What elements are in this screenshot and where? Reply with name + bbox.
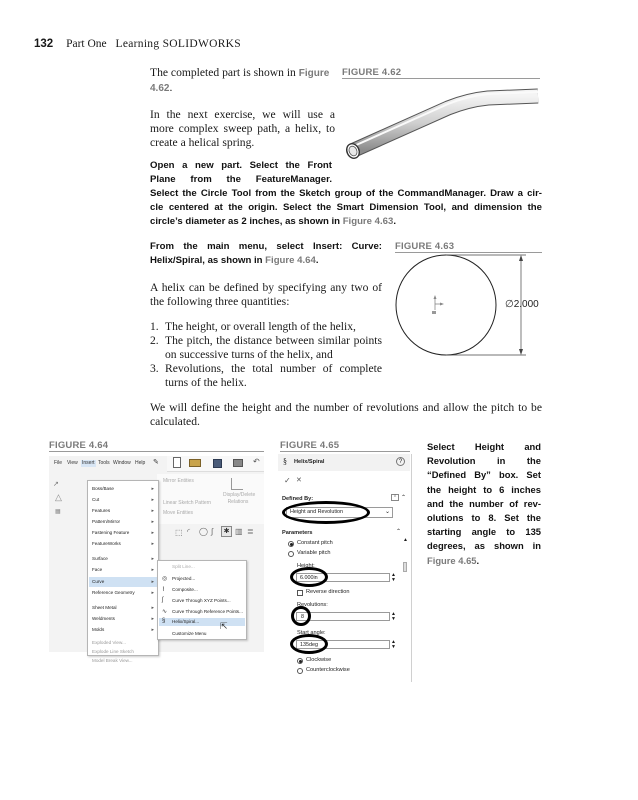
curve-submenu [157, 560, 247, 640]
highlight-defined-by [282, 501, 370, 524]
chevron-down-icon[interactable]: ⌄ [384, 509, 390, 515]
clockwise-label: Clockwise [306, 657, 332, 663]
undo-icon[interactable]: ↶ [253, 457, 260, 466]
reverse-direction-label: Reverse direction [306, 589, 350, 595]
figure-4-62-label: FIGURE 4.62 [342, 67, 402, 78]
triangle-icon[interactable]: △ [55, 492, 62, 502]
sketch-tool-icons [175, 526, 264, 540]
menu-view[interactable]: View [67, 460, 78, 466]
menu-item-molds[interactable]: Molds [92, 627, 105, 632]
ref-figure-4-63: Figure 4.63 [342, 216, 394, 227]
print-icon[interactable] [233, 459, 243, 467]
menu-item-explode-line-sketch[interactable]: Explode Line Sketch [92, 649, 134, 654]
defined-by-select[interactable]: Height and Revolution ⌄ [286, 507, 393, 518]
start-angle-label: Start angle: [297, 630, 326, 636]
menu-item-face[interactable]: Face [92, 567, 103, 572]
collapse-icon[interactable]: ^ [391, 494, 399, 501]
menu-item-sheet-metal[interactable]: Sheet Metal [92, 605, 117, 610]
running-header [34, 38, 241, 50]
start-angle-input[interactable]: 135deg [296, 640, 390, 649]
para-helix-intro: In the next exercise, we will use a more complex sweep path, a helix, to create a helical spring. [150, 108, 335, 149]
ok-button[interactable]: ✓ [284, 476, 291, 485]
figure-4-62-bent-tube [338, 82, 543, 164]
ref-figure-4-64: Figure 4.64 [265, 255, 316, 266]
submenu-composite[interactable]: Composite... [172, 587, 198, 592]
insert-dropdown-menu: Boss/Base ▸ Cut ▸ Features ▸ Pattern/Mirror ▸ Fastening Feature ▸ FeatureWorks ▸ Surface ▸ Face ▸ Curve ▸ Reference Geometry ▸ Sheet Metal ▸ Weldments ▸ Molds ▸ Exploded View... Explode Line Sketch Model Break View... [87, 480, 159, 656]
variable-pitch-label: Variable pitch [297, 550, 331, 556]
para-define-height: We will define the height and the number of revolutions and allow the pitch to be calculated. [150, 401, 542, 428]
para-helix-quantities: A helix can be defined by specifying any two of the following three quantities: [150, 281, 382, 308]
list-item: 1. The height, or overall length of the helix, [150, 320, 356, 333]
figure-4-63-label: FIGURE 4.63 [395, 241, 455, 252]
height-label: Height: [297, 563, 315, 569]
list-item: 3. Revolutions, the total number of complete turns of the helix. [150, 362, 382, 389]
revolutions-spinner[interactable]: ▲ ▼ [391, 612, 396, 622]
menu-item-curve[interactable]: Curve [92, 579, 105, 584]
figure-4-64-label: FIGURE 4.64 [49, 440, 109, 451]
highlight-revolutions [291, 606, 311, 626]
new-document-icon[interactable] [173, 457, 181, 468]
figure-4-65-helix-property-manager [278, 454, 412, 682]
instruction-circle-tool: Select the Circle Tool from the Sketch group of the CommandManager. Draw a cir- cle centered at the origin. Select the Smart Dimension Tool, and dimension the circle’s diameter as 2 inches, as shown in Figure 4.63. [150, 188, 542, 227]
line-tool-icon[interactable]: ⬚ [175, 528, 183, 537]
list-tool-icon[interactable]: ≣ [247, 527, 254, 536]
open-folder-icon[interactable] [189, 459, 201, 467]
figure-4-65-label: FIGURE 4.65 [280, 440, 340, 451]
curve-ref-icon: ∿ [162, 609, 168, 615]
instruction-insert-helix: From the main menu, select Insert: Curve: Helix/Spiral, as shown in Figure 4.64. [150, 241, 382, 266]
menu-item-exploded-view[interactable]: Exploded View... [92, 640, 126, 645]
helix-icon: § [162, 618, 166, 624]
para-completed-part: The completed part is shown in Figure 4.62. [150, 66, 330, 94]
instruction-open-part: Open a new part. Select the Front Plane from the FeatureManager. [150, 160, 332, 185]
relations-icon [231, 478, 243, 490]
menu-item-fastening-feature[interactable]: Fastening Feature [92, 530, 130, 535]
circle-tool-icon[interactable]: ◯ [199, 527, 208, 536]
curve-xyz-icon: ʃ [162, 597, 164, 603]
book-title: Learning SOLIDWORKS [115, 38, 241, 50]
pm-header [278, 454, 410, 471]
menu-item-features[interactable]: Features [92, 508, 111, 513]
menu-item-pattern-mirror[interactable]: Pattern/Mirror [92, 519, 121, 524]
arc-tool-icon[interactable]: ◜ [187, 527, 191, 536]
spline-tool-icon[interactable]: ∫ [211, 527, 214, 536]
revolutions-label: Revolutions: [297, 602, 328, 608]
defined-by-label: Defined By: [282, 496, 314, 502]
cancel-button[interactable]: ✕ [296, 476, 302, 484]
list-item: 2. The pitch, the distance between similar points on successive turns of the helix, and [150, 334, 382, 361]
reverse-direction-checkbox[interactable] [297, 590, 303, 596]
submenu-customize-menu[interactable]: Customize Menu [172, 631, 207, 636]
menu-item-boss-base[interactable]: Boss/Base [92, 486, 114, 491]
menu-file[interactable]: File [54, 460, 63, 466]
menu-item-reference-geometry[interactable]: Reference Geometry [92, 590, 135, 595]
save-icon[interactable] [213, 459, 222, 468]
expand-icon[interactable]: ⌃ [401, 495, 407, 501]
ref-figure-4-62: Figure 4.62 [150, 68, 330, 94]
help-button[interactable]: ? [396, 457, 405, 466]
height-input[interactable]: 6.000in [296, 573, 390, 582]
submenu-split-line[interactable]: Split Line... [172, 564, 195, 569]
helix-spiral-icon: § [283, 457, 287, 466]
menu-item-weldments[interactable]: Weldments [92, 616, 115, 621]
submenu-curve-xyz[interactable]: Curve Through XYZ Points... [172, 598, 231, 603]
menu-insert[interactable]: Insert [82, 460, 95, 466]
composite-icon: ⌇ [162, 587, 165, 593]
page-number: 132 [34, 38, 54, 50]
submenu-helix-spiral[interactable]: Helix/Spiral... [172, 619, 200, 624]
diameter-dimension: ∅2.000 [505, 299, 539, 310]
menu-window[interactable]: Window [113, 460, 131, 466]
grid-icon[interactable]: ▦ [55, 509, 61, 515]
display-relations-button[interactable]: Display/Delete Relations [223, 492, 256, 505]
dimension-icon[interactable]: ↗ [53, 481, 59, 488]
parameters-collapse-icon[interactable]: ⌃ [396, 529, 402, 535]
main-toolbar [167, 456, 264, 472]
menu-item-surface[interactable]: Surface [92, 556, 108, 561]
part-label: Part One [66, 38, 107, 50]
pin-icon[interactable]: ✎ [153, 459, 159, 466]
sketch-command-manager [157, 474, 264, 524]
highlight-start-angle [290, 634, 328, 654]
menu-tools[interactable]: Tools [98, 460, 110, 466]
submenu-curve-reference-points[interactable]: Curve Through Reference Points... [172, 609, 243, 614]
ref-figure-4-65: Figure 4.65 [427, 554, 477, 566]
constant-pitch-label: Constant pitch [297, 540, 333, 546]
pm-scrollbar[interactable]: ▲ [402, 538, 409, 588]
parameters-label: Parameters [282, 530, 313, 536]
menu-item-model-break-view[interactable]: Model Break View... [92, 658, 133, 663]
chart-tool-icon[interactable]: ▥ [235, 527, 243, 536]
highlight-height [290, 567, 328, 587]
height-spinner[interactable]: ▲ ▼ [391, 573, 396, 583]
variable-pitch-radio[interactable] [288, 551, 294, 557]
left-tool-strip [49, 474, 75, 524]
submenu-projected[interactable]: Projected... [172, 576, 196, 581]
revolutions-input[interactable]: 8 [296, 612, 390, 621]
pm-title: Helix/Spiral [294, 459, 325, 465]
counterclockwise-radio[interactable] [297, 668, 303, 674]
start-angle-spinner[interactable]: ▲ ▼ [391, 640, 396, 650]
mirror-entities-button[interactable]: Mirror Entities [163, 478, 194, 484]
projected-icon: ◎ [162, 576, 168, 582]
mouse-cursor-icon: ⇱ [220, 621, 228, 631]
move-entities-button[interactable]: Move Entities [163, 510, 194, 516]
linear-pattern-button[interactable]: Linear Sketch Pattern [163, 500, 212, 506]
quantities-list [150, 320, 382, 390]
counterclockwise-label: Counterclockwise [306, 667, 350, 673]
menu-help[interactable]: Help [135, 460, 146, 466]
menu-item-featureworks[interactable]: FeatureWorks [92, 541, 121, 546]
menu-item-cut[interactable]: Cut [92, 497, 100, 502]
smart-tool-icon[interactable]: ✱ [221, 526, 232, 537]
figure-4-64-insert-menu-screenshot [49, 456, 264, 663]
instruction-set-helix-params: Select Height and Revolution in the “Defined By” box. Set the height to 6 inches and the number of rev- olutions to 8. Set the starting angle to 135 degrees, as shown in Figure 4.65. [427, 441, 541, 566]
